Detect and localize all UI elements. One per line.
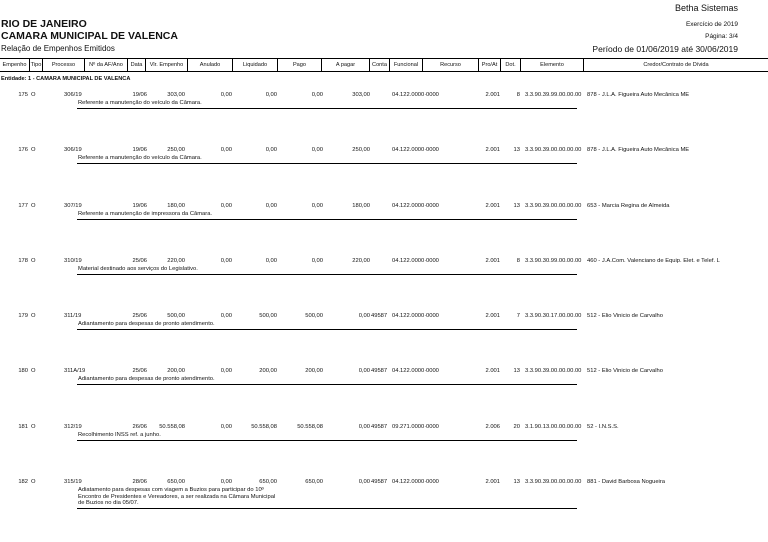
col-processo: Processo xyxy=(43,59,85,71)
cell-recurso: 0000 xyxy=(426,479,439,485)
cell-dot: 7 xyxy=(516,313,520,319)
cell-dot: 8 xyxy=(516,258,520,264)
report-title: Relação de Empenhos Emitidos xyxy=(1,44,115,53)
cell-empenho: 179 xyxy=(18,313,28,319)
cell-vlr-empenho: 200,00 xyxy=(167,368,185,374)
table-row xyxy=(0,258,768,278)
cell-anulado: 0,00 xyxy=(220,479,232,485)
cell-recurso: 0000 xyxy=(426,258,439,264)
cell-elemento: 3.3.90.39.00.00.00.00 xyxy=(525,368,582,374)
cell-liquidado: 650,00 xyxy=(259,479,277,485)
cell-liquidado: 0,00 xyxy=(265,258,277,264)
cell-dot: 13 xyxy=(513,147,520,153)
cell-anulado: 0,00 xyxy=(220,203,232,209)
cell-liquidado: 500,00 xyxy=(259,313,277,319)
row-divider xyxy=(77,163,577,164)
col-elemento: Elemento xyxy=(521,59,584,71)
cell-tipo: O xyxy=(31,258,36,264)
cell-recurso: 0000 xyxy=(426,147,439,153)
cell-pro-at: 2.001 xyxy=(485,313,500,319)
cell-empenho: 175 xyxy=(18,92,28,98)
row-divider xyxy=(77,384,577,385)
cell-credor: 653 - Marcia Regina de Almeida xyxy=(587,203,670,209)
cell-vlr-empenho: 250,00 xyxy=(167,147,185,153)
cell-anulado: 0,00 xyxy=(220,368,232,374)
row-description xyxy=(78,376,215,383)
description-line: Material destinado aos serviços do Legislativo. xyxy=(78,266,198,272)
cell-recurso: 0000 xyxy=(426,313,439,319)
cell-a-pagar: 0,00 xyxy=(358,479,370,485)
cell-pago: 200,00 xyxy=(305,368,323,374)
entity-label: Entidade: 1 - CAMARA MUNICIPAL DE VALENCA xyxy=(1,76,131,82)
cell-empenho: 177 xyxy=(18,203,28,209)
chamber-title: CAMARA MUNICIPAL DE VALENCA xyxy=(1,30,178,42)
cell-a-pagar: 180,00 xyxy=(352,203,370,209)
cell-funcional: 04.122.0000· xyxy=(392,368,427,374)
cell-tipo: O xyxy=(31,479,36,485)
cell-tipo: O xyxy=(31,424,36,430)
cell-tipo: O xyxy=(31,368,36,374)
cell-vlr-empenho: 650,00 xyxy=(167,479,185,485)
cell-empenho: 182 xyxy=(18,479,28,485)
cell-pro-at: 2.006 xyxy=(485,424,500,430)
cell-pago: 500,00 xyxy=(305,313,323,319)
cell-pago: 0,00 xyxy=(311,258,323,264)
table-row xyxy=(0,203,768,223)
cell-a-pagar: 220,00 xyxy=(352,258,370,264)
cell-pago: 0,00 xyxy=(311,92,323,98)
col-af-ano: Nº da AF/Ano xyxy=(85,59,128,71)
cell-elemento: 3.3.90.39.00.00.00.00 xyxy=(525,479,582,485)
cell-elemento: 3.3.90.39.99.00.00.00 xyxy=(525,92,582,98)
cell-vlr-empenho: 50.558,08 xyxy=(159,424,185,430)
cell-pro-at: 2.001 xyxy=(485,203,500,209)
col-anulado: Anulado xyxy=(188,59,233,71)
cell-elemento: 3.3.90.30.17.00.00.00 xyxy=(525,313,582,319)
cell-elemento: 3.1.90.13.00.00.00.00 xyxy=(525,424,582,430)
row-divider xyxy=(77,329,577,330)
cell-empenho: 180 xyxy=(18,368,28,374)
row-divider xyxy=(77,274,577,275)
cell-anulado: 0,00 xyxy=(220,258,232,264)
col-vlr-empenho: Vlr. Empenho xyxy=(146,59,188,71)
col-recurso: Recurso xyxy=(423,59,479,71)
cell-pro-at: 2.001 xyxy=(485,368,500,374)
cell-tipo: O xyxy=(31,203,36,209)
cell-credor: 881 - David Barbosa Nogueira xyxy=(587,479,665,485)
row-divider xyxy=(77,508,577,509)
cell-vlr-empenho: 180,00 xyxy=(167,203,185,209)
cell-pro-at: 2.001 xyxy=(485,147,500,153)
col-conta: Conta xyxy=(370,59,390,71)
cell-recurso: 0000 xyxy=(426,424,439,430)
cell-elemento: 3.3.90.39.00.00.00.00 xyxy=(525,147,582,153)
cell-elemento: 3.3.90.30.99.00.00.00 xyxy=(525,258,582,264)
cell-liquidado: 0,00 xyxy=(265,203,277,209)
cell-liquidado: 200,00 xyxy=(259,368,277,374)
cell-dot: 13 xyxy=(513,368,520,374)
cell-processo: 311/19 xyxy=(64,313,82,319)
col-pago: Pago xyxy=(278,59,322,71)
cell-processo: 306/19 xyxy=(64,147,82,153)
row-divider xyxy=(77,440,577,441)
row-description xyxy=(78,155,202,162)
col-pro-at: Pro/At xyxy=(479,59,501,71)
description-line: de Buzios no dia 05/07. xyxy=(78,500,139,506)
cell-a-pagar: 250,00 xyxy=(352,147,370,153)
cell-conta: 49587 xyxy=(371,479,388,485)
cell-anulado: 0,00 xyxy=(220,147,232,153)
cell-liquidado: 0,00 xyxy=(265,147,277,153)
report-period: Período de 01/06/2019 até 30/06/2019 xyxy=(592,44,738,54)
cell-pago: 50.558,08 xyxy=(297,424,323,430)
cell-processo: 315/19 xyxy=(64,479,82,485)
cell-tipo: O xyxy=(31,92,36,98)
cell-credor: 512 - Elio Vinicio de Carvalho xyxy=(587,368,663,374)
row-description xyxy=(78,100,202,107)
cell-data: 28/06 xyxy=(132,479,147,485)
cell-anulado: 0,00 xyxy=(220,313,232,319)
cell-vlr-empenho: 303,00 xyxy=(167,92,185,98)
cell-credor: 460 - J.A.Com. Valenciano de Equip. Elet. e Telef. L xyxy=(587,258,720,264)
cell-empenho: 176 xyxy=(18,147,28,153)
col-liquidado: Liquidado xyxy=(233,59,278,71)
cell-recurso: 0000 xyxy=(426,92,439,98)
cell-funcional: 04.122.0000· xyxy=(392,147,427,153)
cell-dot: 20 xyxy=(513,424,520,430)
cell-conta: 49587 xyxy=(371,424,388,430)
cell-a-pagar: 0,00 xyxy=(358,424,370,430)
cell-pro-at: 2.001 xyxy=(485,479,500,485)
col-funcional: Funcional xyxy=(390,59,423,71)
page-number: Página: 3/4 xyxy=(705,33,738,40)
cell-funcional: 09.271.0000· xyxy=(392,424,427,430)
row-description xyxy=(78,487,275,507)
cell-credor: 512 - Elio Vinicio de Carvalho xyxy=(587,313,663,319)
cell-conta: 49587 xyxy=(371,313,388,319)
cell-processo: 311A/19 xyxy=(64,368,86,374)
cell-data: 25/06 xyxy=(132,313,147,319)
cell-tipo: O xyxy=(31,147,36,153)
cell-funcional: 04.122.0000· xyxy=(392,203,427,209)
cell-data: 26/06 xyxy=(132,424,147,430)
cell-funcional: 04.122.0000· xyxy=(392,313,427,319)
description-line: Adiantamento para despesas de pronto atendimento. xyxy=(78,376,215,382)
cell-conta: 49587 xyxy=(371,368,388,374)
city-title: RIO DE JANEIRO xyxy=(1,18,87,30)
row-description xyxy=(78,266,198,273)
cell-processo: 306/19 xyxy=(64,92,82,98)
cell-anulado: 0,00 xyxy=(220,92,232,98)
description-line: Recolhimento INSS ref. a junho. xyxy=(78,432,161,438)
cell-anulado: 0,00 xyxy=(220,424,232,430)
col-data: Data xyxy=(128,59,146,71)
description-line: Adiatamento para despesas com viagem a Buzios para participar do 10º xyxy=(78,487,264,493)
description-line: Referente a manutenção de impressora da Câmara. xyxy=(78,211,213,217)
col-dot: Dot. xyxy=(501,59,521,71)
cell-a-pagar: 303,00 xyxy=(352,92,370,98)
col-empenho: Empenho xyxy=(0,59,30,71)
company-name: Betha Sistemas xyxy=(674,3,738,13)
description-line: Referente a manutenção do veículo da Câmara. xyxy=(78,100,202,106)
col-tipo: Tipo xyxy=(30,59,43,71)
cell-elemento: 3.3.90.39.00.00.00.00 xyxy=(525,203,582,209)
cell-credor: 878 - J.L.A. Figueira Auto Mecânica ME xyxy=(587,92,690,98)
cell-credor: 52 - I.N.S.S. xyxy=(587,424,619,430)
description-line: Encontro de Presidentes e Vereadores, a ser realizada na Câmara Municipal xyxy=(78,493,276,500)
cell-funcional: 04.122.0000· xyxy=(392,92,427,98)
row-description xyxy=(78,211,212,218)
description-line: Referente a manutenção do veículo da Câmara. xyxy=(78,155,202,161)
cell-liquidado: 50.558,08 xyxy=(251,424,277,430)
cell-a-pagar: 0,00 xyxy=(358,368,370,374)
cell-funcional: 04.122.0000· xyxy=(392,479,427,485)
cell-pago: 650,00 xyxy=(305,479,323,485)
cell-dot: 13 xyxy=(513,203,520,209)
cell-pago: 0,00 xyxy=(311,203,323,209)
cell-processo: 307/19 xyxy=(64,203,82,209)
cell-empenho: 178 xyxy=(18,258,28,264)
cell-dot: 8 xyxy=(516,92,520,98)
cell-data: 19/06 xyxy=(132,147,147,153)
cell-data: 25/06 xyxy=(132,258,147,264)
cell-pro-at: 2.001 xyxy=(485,92,500,98)
row-divider xyxy=(77,108,577,109)
cell-credor: 878 - J.L.A. Figueira Auto Mecânica ME xyxy=(587,147,690,153)
row-description xyxy=(78,432,161,439)
cell-data: 19/06 xyxy=(132,92,147,98)
cell-a-pagar: 0,00 xyxy=(358,313,370,319)
table-row xyxy=(0,424,768,444)
cell-liquidado: 0,00 xyxy=(265,92,277,98)
cell-processo: 310/19 xyxy=(64,258,82,264)
description-line: Adiantamento para despesas de pronto atendimento. xyxy=(78,321,215,327)
cell-recurso: 0000 xyxy=(426,203,439,209)
col-credor: Credor/Contrato de Dívida xyxy=(643,62,709,68)
table-row xyxy=(0,147,768,167)
row-description xyxy=(78,321,215,328)
cell-vlr-empenho: 500,00 xyxy=(167,313,185,319)
cell-tipo: O xyxy=(31,313,36,319)
cell-recurso: 0000 xyxy=(426,368,439,374)
table-header xyxy=(0,58,768,72)
table-row xyxy=(0,313,768,333)
cell-vlr-empenho: 220,00 xyxy=(167,258,185,264)
cell-processo: 312/19 xyxy=(64,424,82,430)
cell-data: 25/06 xyxy=(132,368,147,374)
cell-empenho: 181 xyxy=(18,424,28,430)
fiscal-year: Exercício de 2019 xyxy=(685,21,738,28)
cell-pro-at: 2.001 xyxy=(485,258,500,264)
cell-data: 19/06 xyxy=(132,203,147,209)
table-row xyxy=(0,479,768,506)
table-row xyxy=(0,92,768,112)
col-a-pagar: A pagar xyxy=(322,59,370,71)
cell-pago: 0,00 xyxy=(311,147,323,153)
row-divider xyxy=(77,219,577,220)
cell-dot: 13 xyxy=(513,479,520,485)
cell-funcional: 04.122.0000· xyxy=(392,258,427,264)
table-row xyxy=(0,368,768,388)
